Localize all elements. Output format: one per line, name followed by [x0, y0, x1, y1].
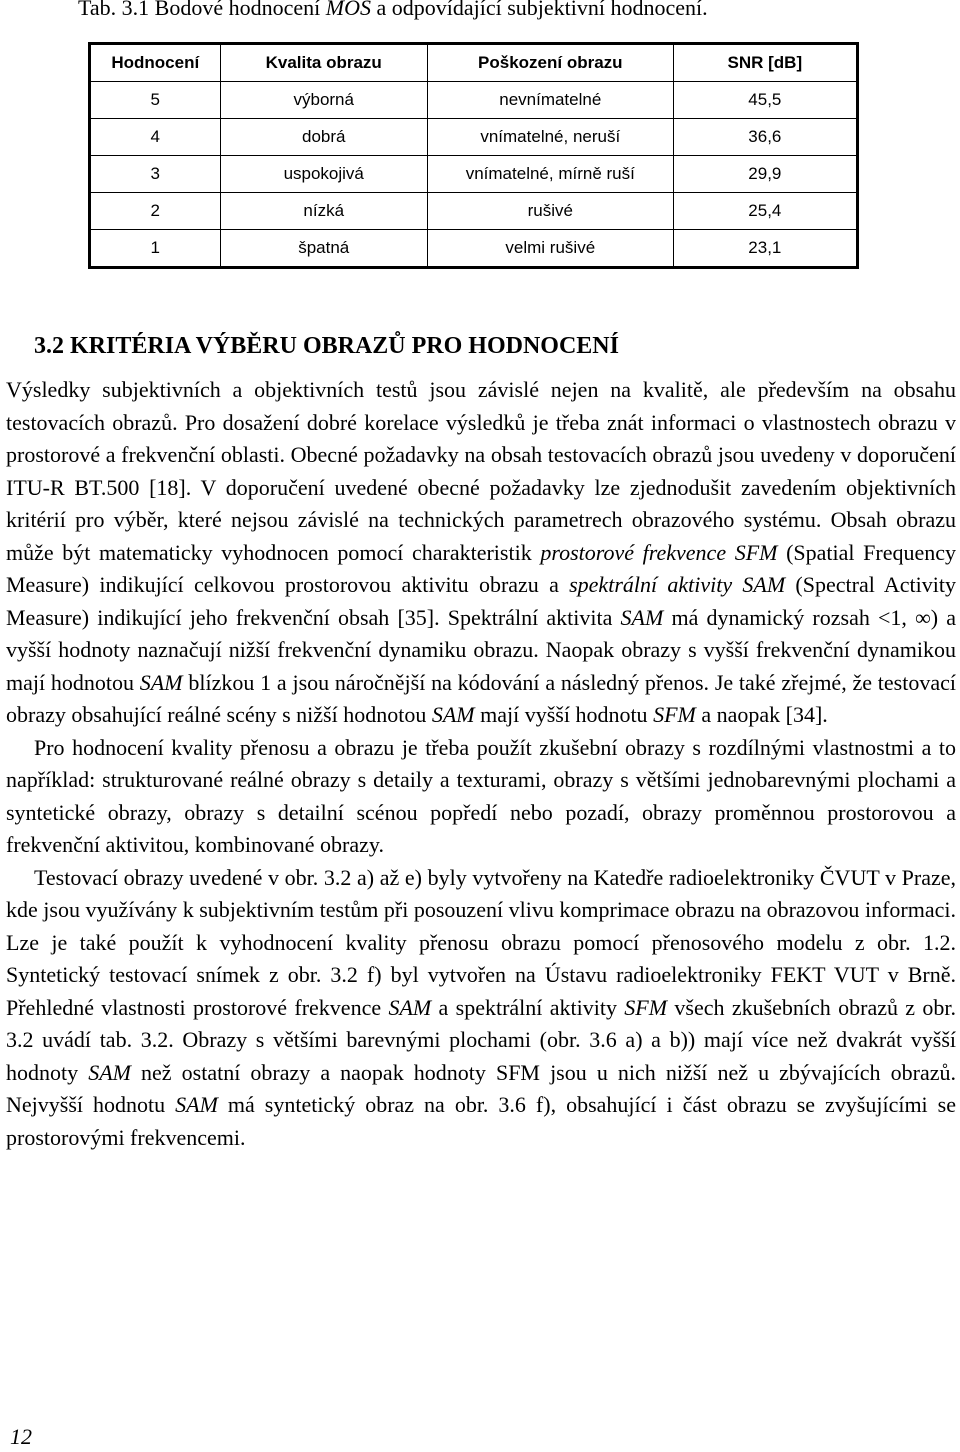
text-run: než ostatní obrazy a naopak hodnoty SFM jsou u nich nižší než u zbývajících obrazů. Nejvyšší hodnotu [6, 1059, 956, 1117]
text-run: (Spatial Frequency Measure) indikující celkovou prostorovou aktivitu obrazu a [6, 539, 956, 597]
cell-quality: výborná [220, 82, 427, 119]
italic-term: prostorové frekvence SFM [540, 539, 778, 565]
cell-impairment: vnímatelné, neruší [427, 119, 673, 156]
cell-impairment: rušivé [427, 193, 673, 230]
header-impairment: Poškození obrazu [427, 44, 673, 82]
cell-quality: dobrá [220, 119, 427, 156]
paragraph-criteria [6, 374, 956, 732]
text-run: a naopak [34]. [695, 702, 828, 727]
table-row [90, 156, 858, 193]
cell-rating: 2 [90, 193, 221, 230]
section-heading: 3.2 KRITÉRIA VÝBĚRU OBRAZŮ PRO HODNOCENÍ [34, 333, 619, 359]
caption-prefix: Tab. 3.1 Bodové hodnocení [78, 0, 326, 20]
cell-quality: špatná [220, 230, 427, 268]
italic-term: SAM [431, 702, 475, 727]
cell-impairment: velmi rušivé [427, 230, 673, 268]
paragraph-test-images: Pro hodnocení kvality přenosu a obrazu je třeba použít zkušební obrazy s rozdílnými vlastnostmi a to například: strukturované reálné obrazy s detaily a texturami, obrazy s většími jednobarevnými plochami a syntetické obrazy, obrazy s detailní scénou popředí nebo pozadí, obrazy proměnnou prostorovou a frekvenční aktivitou, kombinované obrazy. [6, 734, 956, 857]
cell-rating: 4 [90, 119, 221, 156]
table-row [90, 82, 858, 119]
table-header-row [90, 44, 858, 82]
table-row [90, 119, 858, 156]
text-run: a spektrální aktivity [431, 994, 625, 1020]
table-row [90, 230, 858, 268]
text-run: (Spectral Activity Measure) indikující jeho frekvenční obsah [35]. Spektrální aktivita [6, 572, 956, 630]
cell-impairment: nevnímatelné [427, 82, 673, 119]
header-rating: Hodnocení [90, 44, 221, 82]
text-run: blízkou 1 a jsou náročnější na kódování a následný přenos. Je také zřejmé, že testovací obrazy obsahující reálné scény s nižší hodnotou [6, 669, 956, 727]
paragraph-image-sources [6, 862, 956, 1155]
text-run: všech zkušebních obrazů z obr. 3.2 uvádí tab. 3.2. Obrazy s většími barevnými plochami (obr. 3.6 a) a b)) mají více než dvakrát vyšší hodnoty [6, 994, 957, 1085]
italic-term: spektrální aktivity SAM [569, 572, 786, 597]
italic-term: SAM [88, 1059, 131, 1085]
body-text [6, 374, 956, 1154]
text-run: má syntetický obraz na obr. 3.6 f), obsahující i část obrazu se zvyšujícími se prostorovými frekvencemi. [6, 1092, 956, 1150]
cell-snr: 25,4 [673, 193, 857, 230]
cell-snr: 23,1 [673, 230, 857, 268]
text-run: Výsledky subjektivních a objektivních testů jsou závislé nejen na kvalitě, ale především na obsahu testovacích obrazů. Pro dosažení dobré korelace výsledků je třeba znát informaci o vlastnostech obrazu v prostorové a frekvenční oblasti. Obecné požadavky na obsah testovacích obrazů jsou uvedeny v doporučení ITU-R BT.500 [18]. V doporučení uvedené obecné požadavky lze zjednodušit zavedením objektivních kritérií pro výběr, které nejsou závislé na technických parametrech obrazového systému. Obsah obrazu může být matematicky vyhodnocen pomocí charakteristik [6, 377, 956, 565]
cell-snr: 36,6 [673, 119, 857, 156]
table-row [90, 193, 858, 230]
header-quality: Kvalita obrazu [220, 44, 427, 82]
italic-term: SFM [653, 702, 696, 727]
text-run: mají vyšší hodnotu [474, 702, 654, 727]
cell-snr: 45,5 [673, 82, 857, 119]
italic-term: SAM [388, 994, 432, 1020]
cell-snr: 29,9 [673, 156, 857, 193]
page-number: 12 [10, 1424, 32, 1449]
header-snr: SNR [dB] [673, 44, 857, 82]
italic-term: SAM [620, 604, 664, 630]
italic-term: SAM [175, 1092, 218, 1117]
mos-table [88, 42, 859, 269]
caption-mos: MOS [325, 0, 371, 20]
cell-impairment: vnímatelné, mírně ruší [427, 156, 673, 193]
table-caption [78, 0, 708, 22]
cell-rating: 1 [90, 230, 221, 268]
cell-quality: nízká [220, 193, 427, 230]
cell-rating: 3 [90, 156, 221, 193]
cell-quality: uspokojivá [220, 156, 427, 193]
italic-term: SAM [139, 669, 183, 695]
caption-suffix: a odpovídající subjektivní hodnocení. [370, 0, 708, 20]
cell-rating: 5 [90, 82, 221, 119]
italic-term: SFM [624, 994, 668, 1020]
text-run: Testovací obrazy uvedené v obr. 3.2 a) až e) byly vytvořeny na Katedře radioelektroniky ČVUT v Praze, kde jsou využívány k subjektivním testům při posouzení vlivu komprimace obrazu na obrazovou informaci. Lze je také použít k vyhodnocení kvality přenosu obrazu pomocí přenosového modelu z obr. 1.2. Syntetický testovací snímek z obr. 3.2 f) byl vytvořen na Ústavu radioelektroniky FEKT VUT v Brně. Přehledné vlastnosti prostorové frekvence [6, 864, 956, 1020]
text-run: má dynamický rozsah <1, ∞) a vyšší hodnoty naznačují nižší frekvenční dynamiku obrazu. Naopak obrazy s vyšší frekvenční dynamikou mají hodnotou [6, 604, 957, 695]
